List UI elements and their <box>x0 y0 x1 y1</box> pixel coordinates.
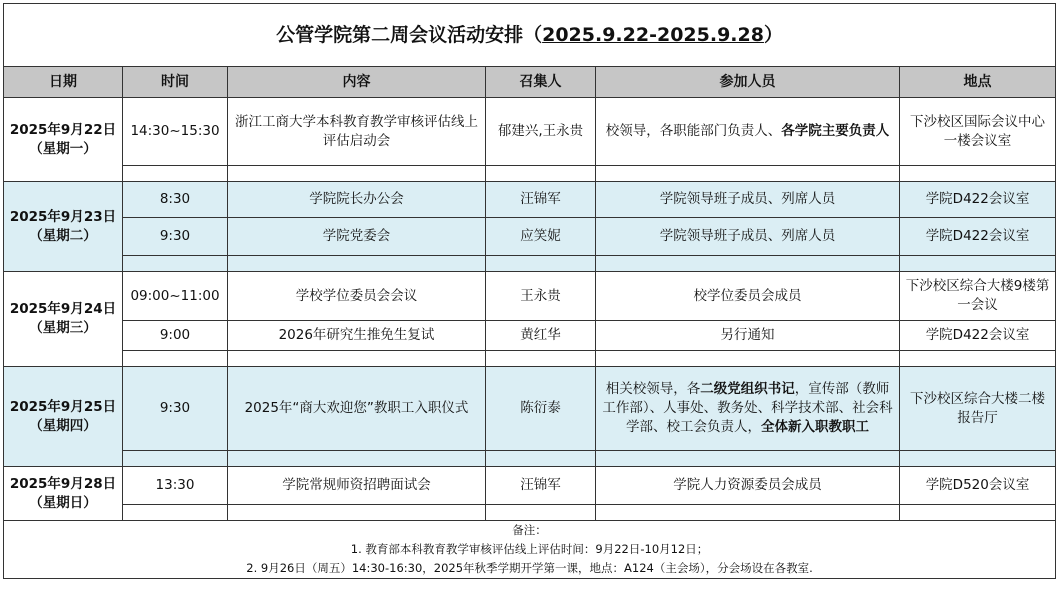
content-cell: 学校学位委员会会议 <box>228 272 486 321</box>
table-row <box>4 182 1056 218</box>
date-cell <box>4 467 123 521</box>
table-row <box>4 367 1056 451</box>
time-cell: 9:30 <box>123 218 228 256</box>
date-text: 2025年9月22日 <box>9 121 117 138</box>
spacer-row <box>4 505 1056 521</box>
time-cell: 9:00 <box>123 321 228 351</box>
attendees-cell: 另行通知 <box>596 321 900 351</box>
attendees-bold-text: 各学院主要负责人 <box>781 123 890 139</box>
attendees-cell: 校学位委员会成员 <box>596 272 900 321</box>
attendees-cell <box>596 98 900 166</box>
title-prefix: 公管学院第二周会议活动安排（ <box>276 23 543 46</box>
schedule-sheet <box>3 3 1055 591</box>
convener-cell: 陈衍泰 <box>486 367 596 451</box>
location-cell: 学院D422会议室 <box>900 218 1056 256</box>
note-line: 1. 教育部本科教育教学审核评估线上评估时间：9月22日-10月12日； <box>350 542 709 556</box>
convener-cell: 黄红华 <box>486 321 596 351</box>
attendees-bold-text: 全体新入职教职工 <box>761 419 869 435</box>
attendees-cell: 学院领导班子成员、列席人员 <box>596 218 900 256</box>
convener-cell: 汪锦军 <box>486 467 596 505</box>
header-location: 地点 <box>900 67 1056 98</box>
note-line: 2. 9月26日（周五）14:30-16:30，2025年秋季学期开学第一课，地点：A124（主会场），分会场设在各教室. <box>246 561 813 575</box>
date-cell <box>4 272 123 367</box>
weekday-text: （星期四） <box>29 417 97 434</box>
table-row <box>4 98 1056 166</box>
notes-cell <box>4 521 1056 579</box>
location-cell: 下沙校区综合大楼9楼第一会议 <box>900 272 1056 321</box>
convener-cell: 郁建兴,王永贵 <box>486 98 596 166</box>
location-cell: 学院D422会议室 <box>900 321 1056 351</box>
title-row <box>4 4 1056 67</box>
content-cell: 学院党委会 <box>228 218 486 256</box>
header-time: 时间 <box>123 67 228 98</box>
schedule-table <box>3 3 1056 579</box>
time-cell: 09:00~11:00 <box>123 272 228 321</box>
location-cell: 下沙校区综合大楼二楼报告厅 <box>900 367 1056 451</box>
spacer-row <box>4 256 1056 272</box>
table-row <box>4 467 1056 505</box>
content-cell: 2025年“商大欢迎您”教职工入职仪式 <box>228 367 486 451</box>
header-content: 内容 <box>228 67 486 98</box>
notes-row <box>4 521 1056 579</box>
date-cell <box>4 98 123 182</box>
time-cell: 13:30 <box>123 467 228 505</box>
content-cell: 浙江工商大学本科教育教学审核评估线上评估启动会 <box>228 98 486 166</box>
title-date-range: 2025.9.22-2025.9.28 <box>542 23 764 46</box>
page-title <box>4 4 1056 67</box>
attendees-text: ，宣传部（教师工作部）、人事处、教务处、科学技术部、社会科学部、校工会负责人， <box>602 381 893 435</box>
weekday-text: （星期一） <box>29 140 97 157</box>
time-cell: 9:30 <box>123 367 228 451</box>
convener-cell: 应笑妮 <box>486 218 596 256</box>
header-attendees: 参加人员 <box>596 67 900 98</box>
notes-label: 备注： <box>512 523 547 537</box>
date-text: 2025年9月25日 <box>9 398 117 415</box>
table-row <box>4 272 1056 321</box>
content-cell: 2026年研究生推免生复试 <box>228 321 486 351</box>
convener-cell: 王永贵 <box>486 272 596 321</box>
content-cell: 学院院长办公会 <box>228 182 486 218</box>
table-row <box>4 218 1056 256</box>
time-cell: 14:30~15:30 <box>123 98 228 166</box>
title-suffix: ） <box>763 23 783 46</box>
spacer-row <box>4 451 1056 467</box>
weekday-text: （星期二） <box>29 227 97 244</box>
time-cell: 8:30 <box>123 182 228 218</box>
date-text: 2025年9月28日 <box>9 475 117 492</box>
spacer-row <box>4 166 1056 182</box>
date-text: 2025年9月23日 <box>9 208 117 225</box>
attendees-bold-text: 二级党组织书记 <box>700 381 795 397</box>
convener-cell: 汪锦军 <box>486 182 596 218</box>
attendees-cell <box>596 367 900 451</box>
weekday-text: （星期日） <box>29 494 97 511</box>
location-cell: 下沙校区国际会议中心一楼会议室 <box>900 98 1056 166</box>
header-date: 日期 <box>4 67 123 98</box>
table-row <box>4 321 1056 351</box>
date-text: 2025年9月24日 <box>9 301 117 317</box>
date-cell <box>4 367 123 467</box>
attendees-cell: 学院领导班子成员、列席人员 <box>596 182 900 218</box>
date-cell <box>4 182 123 272</box>
location-cell: 学院D422会议室 <box>900 182 1056 218</box>
attendees-text: 校领导，各职能部门负责人、 <box>605 123 782 139</box>
weekday-text: （星期三） <box>29 320 97 336</box>
header-convener: 召集人 <box>486 67 596 98</box>
attendees-text: 相关校领导，各 <box>605 381 701 397</box>
location-cell: 学院D520会议室 <box>900 467 1056 505</box>
attendees-cell: 学院人力资源委员会成员 <box>596 467 900 505</box>
header-row <box>4 67 1056 98</box>
spacer-row <box>4 351 1056 367</box>
content-cell: 学院常规师资招聘面试会 <box>228 467 486 505</box>
